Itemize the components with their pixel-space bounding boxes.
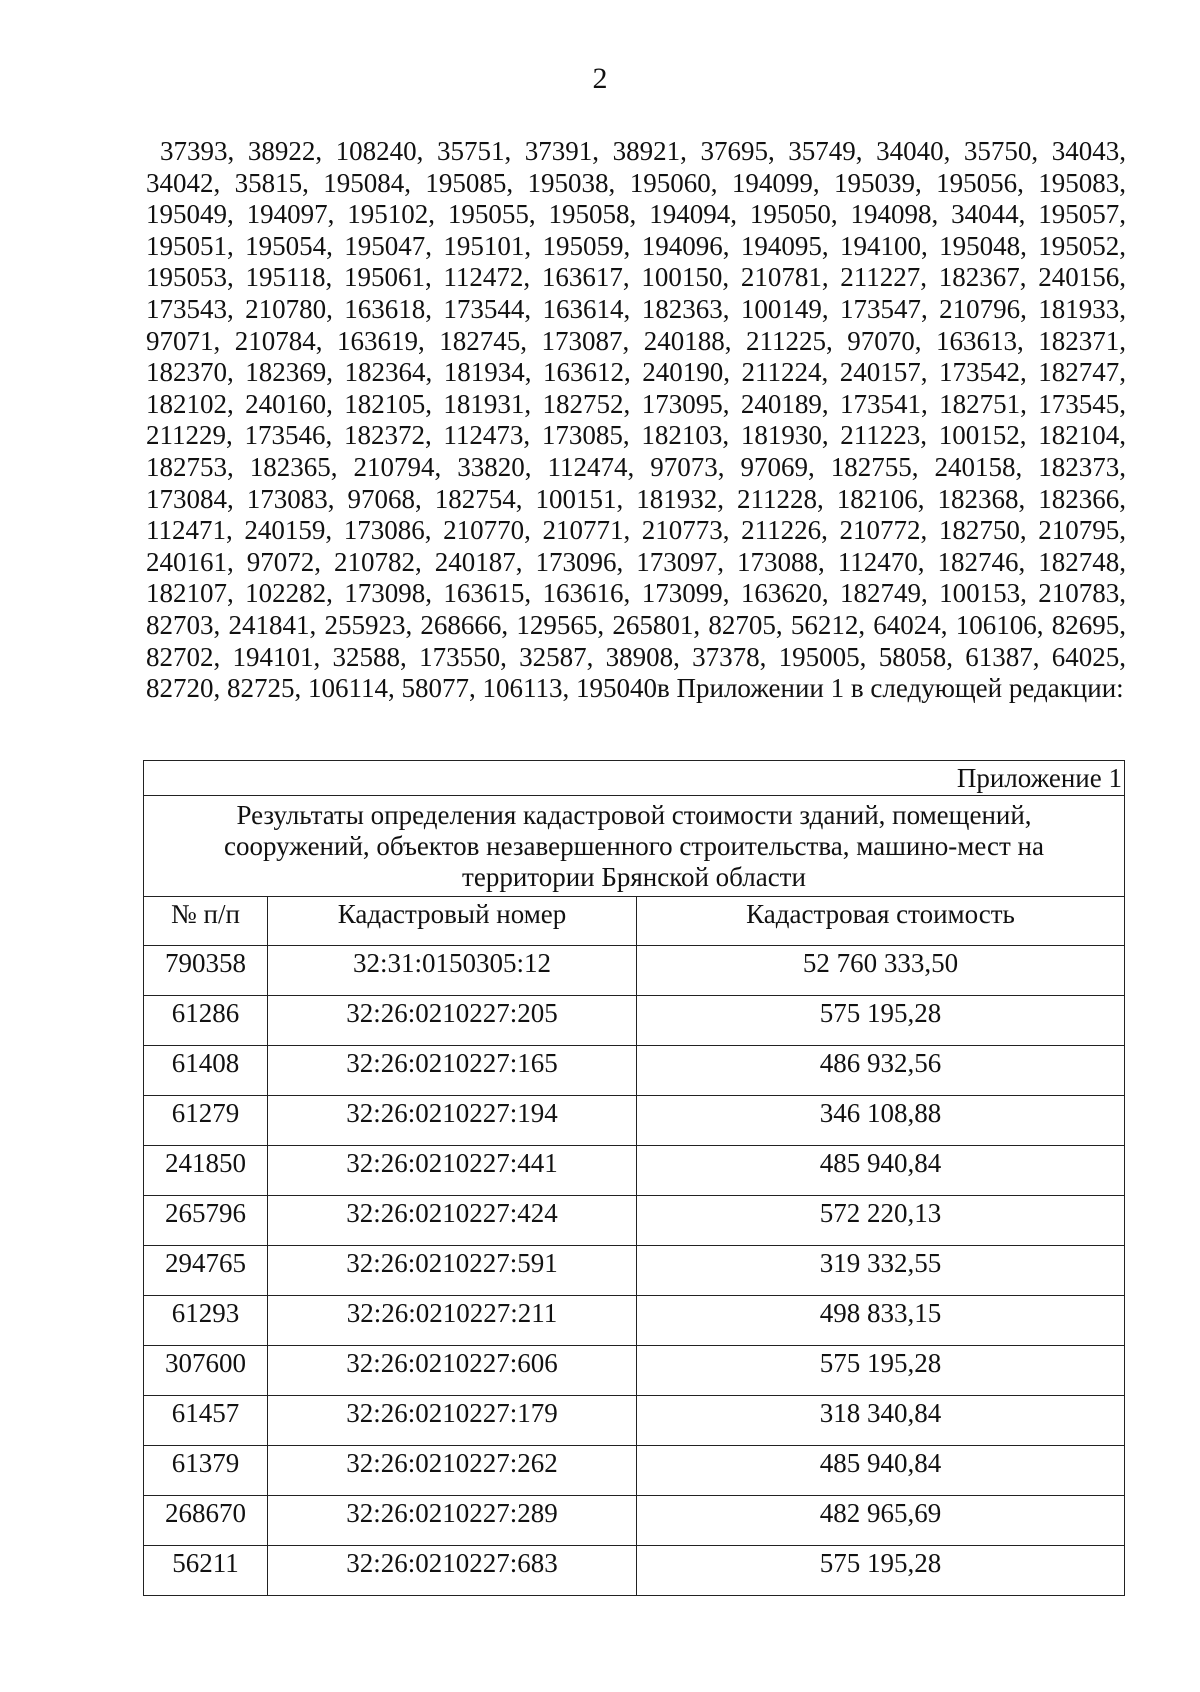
row-number: 307600 — [144, 1346, 268, 1396]
row-cadastral-value: 485 940,84 — [637, 1146, 1125, 1196]
row-cadastral-value: 575 195,28 — [637, 1546, 1125, 1596]
row-number: 241850 — [144, 1146, 268, 1196]
appendix-label: Приложение 1 — [144, 761, 1125, 796]
row-cadastral-number: 32:26:0210227:194 — [268, 1096, 637, 1146]
header-number: № п/п — [144, 897, 268, 946]
row-number: 61279 — [144, 1096, 268, 1146]
appendix-table-body — [144, 761, 1125, 1596]
row-number: 790358 — [144, 946, 268, 996]
table-row — [144, 1246, 1125, 1296]
page-number: 2 — [592, 62, 608, 95]
row-number: 56211 — [144, 1546, 268, 1596]
row-cadastral-number: 32:26:0210227:424 — [268, 1196, 637, 1246]
row-number: 61293 — [144, 1296, 268, 1346]
row-cadastral-value: 346 108,88 — [637, 1096, 1125, 1146]
row-number: 294765 — [144, 1246, 268, 1296]
row-cadastral-number: 32:26:0210227:683 — [268, 1546, 637, 1596]
row-cadastral-value: 482 965,69 — [637, 1496, 1125, 1546]
table-row — [144, 1046, 1125, 1096]
row-cadastral-value: 485 940,84 — [637, 1446, 1125, 1496]
row-cadastral-value: 319 332,55 — [637, 1246, 1125, 1296]
table-row — [144, 946, 1125, 996]
row-cadastral-number: 32:26:0210227:262 — [268, 1446, 637, 1496]
row-cadastral-value: 52 760 333,50 — [637, 946, 1125, 996]
table-row — [144, 1496, 1125, 1546]
row-cadastral-value: 572 220,13 — [637, 1196, 1125, 1246]
row-number: 61379 — [144, 1446, 268, 1496]
row-cadastral-number: 32:26:0210227:289 — [268, 1496, 637, 1546]
table-header-row — [144, 897, 1125, 946]
table-row — [144, 1346, 1125, 1396]
row-number: 61408 — [144, 1046, 268, 1096]
row-number: 268670 — [144, 1496, 268, 1546]
row-cadastral-value: 498 833,15 — [637, 1296, 1125, 1346]
table-row — [144, 1096, 1125, 1146]
table-row — [144, 1396, 1125, 1446]
row-cadastral-number: 32:26:0210227:179 — [268, 1396, 637, 1446]
table-row — [144, 1546, 1125, 1596]
header-cadastral-value: Кадастровая стоимость — [637, 897, 1125, 946]
row-cadastral-value: 318 340,84 — [637, 1396, 1125, 1446]
row-number: 61286 — [144, 996, 268, 1046]
row-cadastral-number: 32:26:0210227:441 — [268, 1146, 637, 1196]
row-number: 265796 — [144, 1196, 268, 1246]
header-cadastral-number: Кадастровый номер — [268, 897, 637, 946]
table-row — [144, 1296, 1125, 1346]
row-cadastral-number: 32:31:0150305:12 — [268, 946, 637, 996]
table-row — [144, 1196, 1125, 1246]
row-number: 61457 — [144, 1396, 268, 1446]
row-cadastral-value: 575 195,28 — [637, 1346, 1125, 1396]
row-cadastral-number: 32:26:0210227:165 — [268, 1046, 637, 1096]
row-cadastral-number: 32:26:0210227:606 — [268, 1346, 637, 1396]
table-title: Результаты определения кадастровой стоимости зданий, помещений, сооружений, объектов незавершенного строительства, машино-мест на территории Брянской области — [144, 796, 1125, 897]
row-cadastral-number: 32:26:0210227:591 — [268, 1246, 637, 1296]
object-numbers-paragraph: 37393, 38922, 108240, 35751, 37391, 38921, 37695, 35749, 34040, 35750, 34043, 34042, 35815, 195084, 195085, 195038, 195060, 194099, 195039, 195056, 195083, 195049, 194097, 195102, 195055, 195058, 194094, 195050, 194098, 34044, 195057, 195051, 195054, 195047, 195101, 195059, 194096, 194095, 194100, 195048, 195052, 195053, 195118, 195061, 112472, 163617, 100150, 210781, 211227, 182367, 240156, 173543, 210780, 163618, 173544, 163614, 182363, 100149, 173547, 210796, 181933, 97071, 210784, 163619, 182745, 173087, 240188, 211225, 97070, 163613, 182371, 182370, 182369, 182364, 181934, 163612, 240190, 211224, 240157, 173542, 182747, 182102, 240160, 182105, 181931, 182752, 173095, 240189, 173541, 182751, 173545, 211229, 173546, 182372, 112473, 173085, 182103, 181930, 211223, 100152, 182104, 182753, 182365, 210794, 33820, 112474, 97073, 97069, 182755, 240158, 182373, 173084, 173083, 97068, 182754, 100151, 181932, 211228, 182106, 182368, 182366, 112471, 240159, 173086, 210770, 210771, 210773, 211226, 210772, 182750, 210795, 240161, 97072, 210782, 240187, 173096, 173097, 173088, 112470, 182746, 182748, 182107, 102282, 173098, 163615, 163616, 173099, 163620, 182749, 100153, 210783, 82703, 241841, 255923, 268666, 129565, 265801, 82705, 56212, 64024, 106106, 82695, 82702, 194101, 32588, 173550, 32587, 38908, 37378, 195005, 58058, 61387, 64025, 82720, 82725, 106114, 58077, 106113, 195040в Приложении 1 в следующей редакции: — [146, 136, 1126, 704]
row-cadastral-value: 486 932,56 — [637, 1046, 1125, 1096]
row-cadastral-number: 32:26:0210227:205 — [268, 996, 637, 1046]
appendix-table — [143, 760, 1125, 1596]
row-cadastral-value: 575 195,28 — [637, 996, 1125, 1046]
row-cadastral-number: 32:26:0210227:211 — [268, 1296, 637, 1346]
table-row — [144, 1146, 1125, 1196]
table-row — [144, 1446, 1125, 1496]
table-row — [144, 996, 1125, 1046]
